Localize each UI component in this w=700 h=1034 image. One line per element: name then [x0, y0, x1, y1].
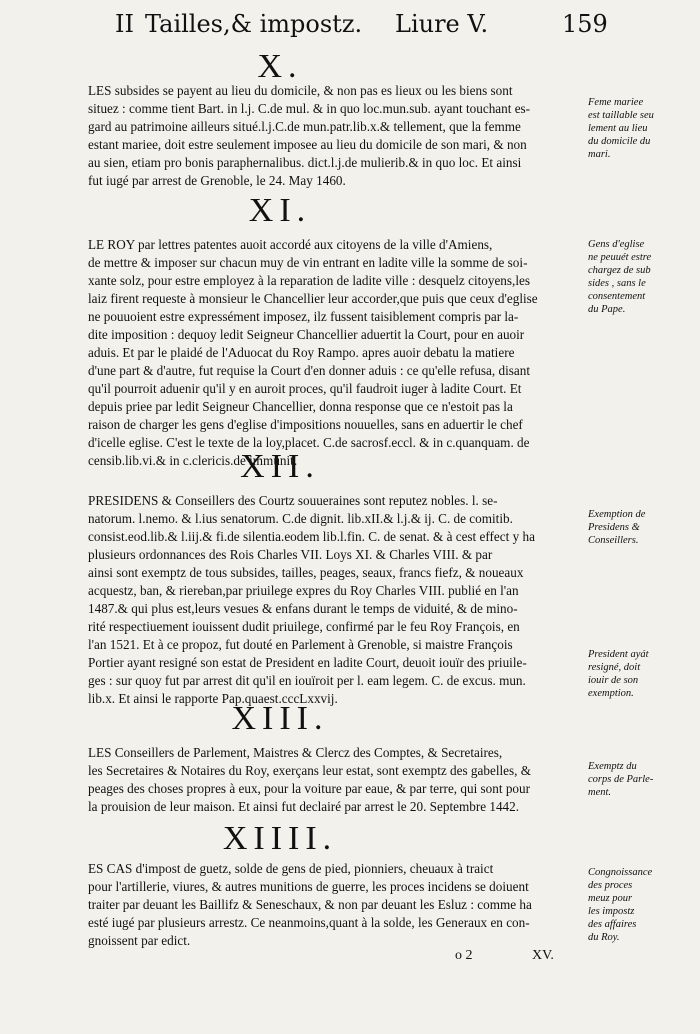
- text-line: consist.eod.lib.& l.iij.& fi.de silentia.eodem lib.l.fin. C. de senat. & à cest effect y ha: [88, 529, 535, 544]
- note-line: chargez de sub: [588, 265, 651, 276]
- note-line: des proces: [588, 880, 633, 891]
- text-line: LES Conseillers de Parlement, Maistres & Clercz des Comptes, & Secretaires,: [88, 745, 503, 760]
- note-line: exemption.: [588, 688, 634, 699]
- note-line: Feme mariee: [588, 97, 644, 108]
- note-line: du Roy.: [588, 932, 620, 943]
- text-line: laiz firent requeste à monsieur le Chancellier leur accorder,que puis que ceux d'eglise: [88, 291, 538, 306]
- note-line: mari.: [588, 149, 611, 160]
- section-text-xiii: [88, 744, 575, 816]
- note-line: corps de Parle-: [588, 774, 654, 785]
- running-title: Tailles,& impostz.: [145, 10, 363, 38]
- section-text-xiiii: [88, 860, 575, 950]
- text-line: acquestz, ban, & riereban,par priuilege expres du Roy Charles VIII. publié en l'an: [88, 583, 519, 598]
- text-line: depuis priee par ledit Seigneur Chancellier, donna response que ce n'estoit pas la: [88, 399, 513, 414]
- text-line: fut iugé par arrest de Grenoble, le 24. May 1460.: [88, 173, 346, 188]
- note-line: ne peuuét estre: [588, 252, 652, 263]
- note-line: du Pape.: [588, 304, 626, 315]
- text-line: LE ROY par lettres patentes auoit accordé aux citoyens de la ville d'Amiens,: [88, 237, 493, 252]
- text-line: PRESIDENS & Conseillers des Courtz souueraines sont reputez nobles. l. se-: [88, 493, 498, 508]
- text-line: gard au patrimoine ailleurs situé.l.j.C.de mun.patr.lib.x.& tellement, que la femme: [88, 119, 521, 134]
- text-line: xante solz, pour estre employez à la reparation de ladite ville : desquelz citoyens,les: [88, 273, 530, 288]
- note-line: Congnoissance: [588, 867, 653, 878]
- text-line: pour l'artillerie, viures, & autres munitions de guerre, les proces incidens se doiuent: [88, 879, 529, 894]
- text-line: l'an 1521. Et à ce propoz, fut douté en Parlement à Grenoble, si maistre François: [88, 637, 513, 652]
- text-line: ne pouuoient estre expressément imposez, ilz fussent taisiblement compris par la-: [88, 309, 519, 324]
- margin-note-xiii: [588, 760, 692, 799]
- text-line: estant mariee, doit estre seulement imposee au lieu du domicile de son mari, & non: [88, 137, 527, 152]
- text-line: natorum. l.nemo. & l.ius senatorum. C.de dignit. lib.xII.& l.j.& ij. C. de comitib.: [88, 511, 513, 526]
- section-heading-xiiii: XIIII.: [222, 820, 338, 857]
- note-line: Exemption de: [588, 509, 646, 520]
- note-line: Conseillers.: [588, 535, 639, 546]
- note-line: des affaires: [588, 919, 637, 930]
- margin-note-xii-a: [588, 508, 692, 547]
- text-line: censib.lib.vi.& in c.clericis.de immunit.: [88, 453, 298, 468]
- text-line: gnoissent par edict.: [88, 933, 191, 948]
- text-line: esté iugé par plusieurs arrestz. Ce neanmoins,quant à la solde, les Generaux en con-: [88, 915, 530, 930]
- section-heading-xiii: XIII.: [231, 700, 329, 737]
- text-line: la prouision de leur maison. Et ainsi fut declairé par arrest le 20. Septembre 1442.: [88, 799, 520, 814]
- text-line: peages des choses propres à eux, pour la voiture par eaue, & par terre, qui sont pour: [88, 781, 530, 796]
- note-line: est taillable seu: [588, 110, 654, 121]
- section-heading-x: X.: [257, 48, 303, 85]
- text-line: au sien, etiam pro bonis paraphernalibus. dict.l.j.de mulierib.& in quo loc. Et ainsi: [88, 155, 522, 170]
- text-line: 1487.& qui plus est,leurs vesues & enfans durant le temps de viduité, & de mino-: [88, 601, 518, 616]
- note-line: sides , sans le: [588, 278, 646, 289]
- text-line: ES CAS d'impost de guetz, solde de gens de pied, pionniers, cheuaux à traict: [88, 861, 494, 876]
- note-line: Gens d'eglise: [588, 239, 645, 250]
- text-line: ainsi sont exemptz de tous subsides, tailles, peages, seaux, francs fiefz, & noueaux: [88, 565, 524, 580]
- note-line: Exemptz du: [588, 761, 637, 772]
- text-line: qu'il pourroit aduenir qu'il y en auroit proces, qu'il faudroit iuger à ladite Court. Et: [88, 381, 522, 396]
- text-line: de mettre & imposer sur chacun muy de vin entrant en ladite ville la somme de soi-: [88, 255, 528, 270]
- section-heading-xi: XI.: [248, 192, 312, 229]
- catchword: XV.: [532, 948, 554, 963]
- running-header: [0, 10, 700, 44]
- text-line: aduis. Et par le plaidé de l'Aduocat du Roy Rampo. apres auoir debatu la matiere: [88, 345, 515, 360]
- note-line: ment.: [588, 787, 612, 798]
- note-line: iouir de son: [588, 675, 639, 686]
- text-line: LES subsides se payent au lieu du domicile, & non pas es lieux ou les biens sont: [88, 83, 513, 98]
- folio-mark: II: [115, 10, 134, 38]
- text-line: lib.x. Et ainsi le rapporte Pap.quaest.cccLxxvij.: [88, 691, 338, 706]
- text-line: rité respectiuement iouissent dudit priuilege, confirmé par le feu Roy François, en: [88, 619, 520, 634]
- section-text-xii: [88, 492, 575, 708]
- text-line: Portier ayant resigné son estat de President en ladite Court, deuoit iouïr des priuile-: [88, 655, 527, 670]
- margin-note-xii-b: [588, 648, 692, 700]
- text-line: situez : comme tient Bart. in l.j. C.de mul. & in quo loc.mun.sub. ayant touchant es-: [88, 101, 531, 116]
- note-line: President ayát: [588, 649, 649, 660]
- note-line: les impostz: [588, 906, 635, 917]
- note-line: meuz pour: [588, 893, 633, 904]
- text-line: les Secretaires & Notaires du Roy, exerçans leur estat, sont exemptz des gabelles, &: [88, 763, 531, 778]
- section-text-x: [88, 82, 575, 190]
- book-label: Liure V.: [395, 10, 489, 38]
- margin-note-xiiii: [588, 866, 692, 944]
- text-line: raison de charger les gens d'eglise d'impositions nouuelles, sans en aduertir le chef: [88, 417, 523, 432]
- note-line: lement au lieu: [588, 123, 648, 134]
- text-line: d'une part & d'autre, fut requise la Court d'en donner aduis : ce qu'elle refusa, disant: [88, 363, 530, 378]
- note-line: resigné, doit: [588, 662, 641, 673]
- text-line: traiter par deuant les Baillifz & Seneschaux, & non par deuant les Esluz : comme ha: [88, 897, 532, 912]
- margin-note-x: [588, 96, 692, 161]
- text-line: ges : sur quoy fut par arrest dit qu'il en iouïroit per l. eam legem. C. de excus. mun.: [88, 673, 526, 688]
- signature-mark: o 2: [455, 948, 473, 963]
- section-heading-xii: XII.: [240, 448, 320, 485]
- page-number: 159: [562, 10, 608, 38]
- text-line: plusieurs ordonnances des Rois Charles VII. Loys XI. & Charles VIII. & par: [88, 547, 493, 562]
- section-text-xi: [88, 236, 575, 470]
- note-line: Presidens &: [588, 522, 640, 533]
- text-line: dite imposition : dequoy ledit Seigneur Chancellier aduertit la Court, pour en auoir: [88, 327, 525, 342]
- note-line: consentement: [588, 291, 646, 302]
- margin-note-xi: [588, 238, 692, 316]
- text-line: d'icelle eglise. C'est le texte de la loy,placet. C.de sacrosf.eccl. & in c.quanquam. de: [88, 435, 530, 450]
- note-line: du domicile du: [588, 136, 651, 147]
